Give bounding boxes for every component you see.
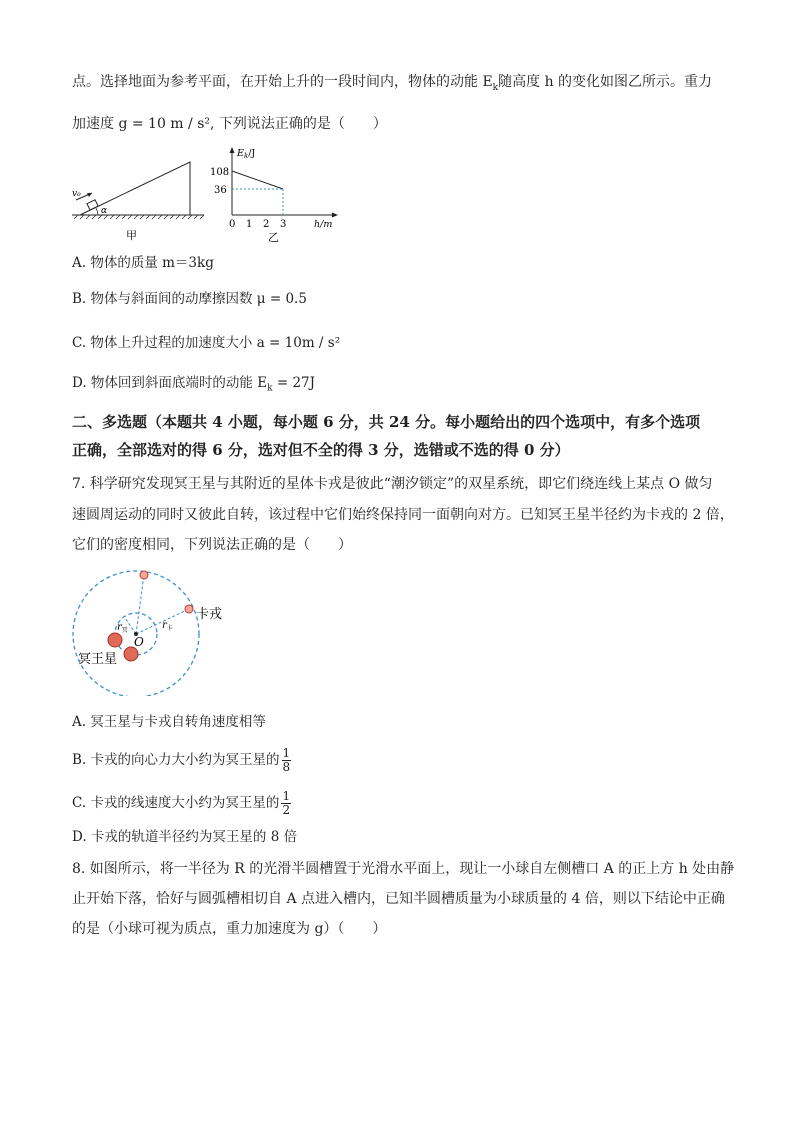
- figure-yi-caption: 乙: [268, 231, 279, 243]
- pluto-upper: [108, 633, 122, 647]
- q7-option-b[interactable]: B. 卡戎的向心力大小约为冥王星的 $\frac{1}{8}$: [72, 746, 291, 774]
- q7-stem-line-2: 速圆周运动的同时又彼此自转，该过程中它们始终保持同一面朝向对方。已知冥王星半径约为卡戎的 2 倍，: [72, 507, 734, 523]
- charon-top: [140, 571, 148, 579]
- q6-stem-line-1: 点。选择地面为参考平面，在开始上升的一段时间内，物体的动能 $E_k$随高度 h 的变化如图乙所示。重力: [72, 74, 713, 93]
- figure-jia-caption: 甲: [126, 229, 137, 242]
- ek-h-graph: [208, 143, 344, 243]
- alpha-label: α: [101, 206, 108, 216]
- q6-option-b[interactable]: B. 物体与斜面间的动摩擦因数 μ = 0.5: [72, 291, 307, 307]
- q7-stem-line-1: 7. 科学研究发现冥王星与其附近的星体卡戎是彼此“潮汐锁定”的双星系统，即它们绕连线上某点 O 做匀: [72, 476, 713, 492]
- x-tick-0: 0: [229, 219, 236, 230]
- q8-stem-line-3: 的是（小球可视为质点，重力加速度为 g）（ ）: [72, 921, 387, 937]
- charon-label: 卡戎: [196, 607, 223, 622]
- x-tick-1: 1: [246, 219, 253, 230]
- x-tick-3: 3: [280, 219, 287, 230]
- binary-star-diagram: [70, 566, 240, 696]
- q7-option-a[interactable]: A. 冥王星与卡戎自转角速度相等: [72, 714, 266, 730]
- ek-line: [232, 171, 283, 189]
- fraction-1-8: $\frac{1}{8}$: [282, 746, 291, 774]
- x-tick-2: 2: [263, 219, 270, 230]
- graph-ylabel: $E_k/J$: [237, 148, 256, 160]
- graph-xlabel: h/m: [314, 219, 333, 230]
- q6-option-c[interactable]: C. 物体上升过程的加速度大小 a = 10m / s²: [72, 335, 341, 351]
- q8-stem-line-2: 止开始下落，恰好与圆弧槽相切自 A 点进入槽内，已知半圆槽质量为小球质量的 4 倍，则以下结论中正确: [72, 891, 725, 907]
- y-tick-36: 36: [214, 185, 227, 196]
- charon: [185, 605, 193, 613]
- r-pluto-label: $r_冥$: [117, 622, 128, 634]
- section-2-header-line-2: 正确，全部选对的得 6 分，选对但不全的得 3 分，选错或不选的得 0 分）: [72, 441, 570, 459]
- q6-option-d[interactable]: D. 物体回到斜面底端时的动能 $E_k = 27J$: [72, 375, 316, 394]
- incline-figure: [68, 155, 208, 245]
- section-2-header-line-1: 二、多选题（本题共 4 小题，每小题 6 分，共 24 分。每小题给出的四个选项中，有多个选项: [72, 413, 701, 431]
- pluto-label: 冥王星: [78, 652, 118, 667]
- q6-stem-line-2: 加速度 g = 10 m / s², 下列说法正确的是（ ）: [72, 116, 387, 132]
- q8-stem-line-1: 8. 如图所示，将一半径为 R 的光滑半圆槽置于光滑水平面上，现让一小球自左侧槽口 A 的正上方 h 处由静: [72, 861, 735, 877]
- v0-label: v₀: [72, 189, 81, 199]
- q6-option-a[interactable]: A. 物体的质量 m＝3kg: [72, 255, 214, 271]
- q7-option-c[interactable]: C. 卡戎的线速度大小约为冥王星的 $\frac{1}{2}$: [72, 789, 291, 817]
- q7-option-d[interactable]: D. 卡戎的轨道半径约为冥王星的 8 倍: [72, 829, 298, 845]
- o-label: O: [134, 635, 144, 649]
- q7-stem-line-3: 它们的密度相同，下列说法正确的是（ ）: [72, 537, 352, 553]
- r-charon-label: $r_卡$: [162, 620, 173, 632]
- y-tick-108: 108: [210, 167, 230, 178]
- fraction-1-2: $\frac{1}{2}$: [282, 789, 291, 817]
- pluto: [124, 647, 138, 661]
